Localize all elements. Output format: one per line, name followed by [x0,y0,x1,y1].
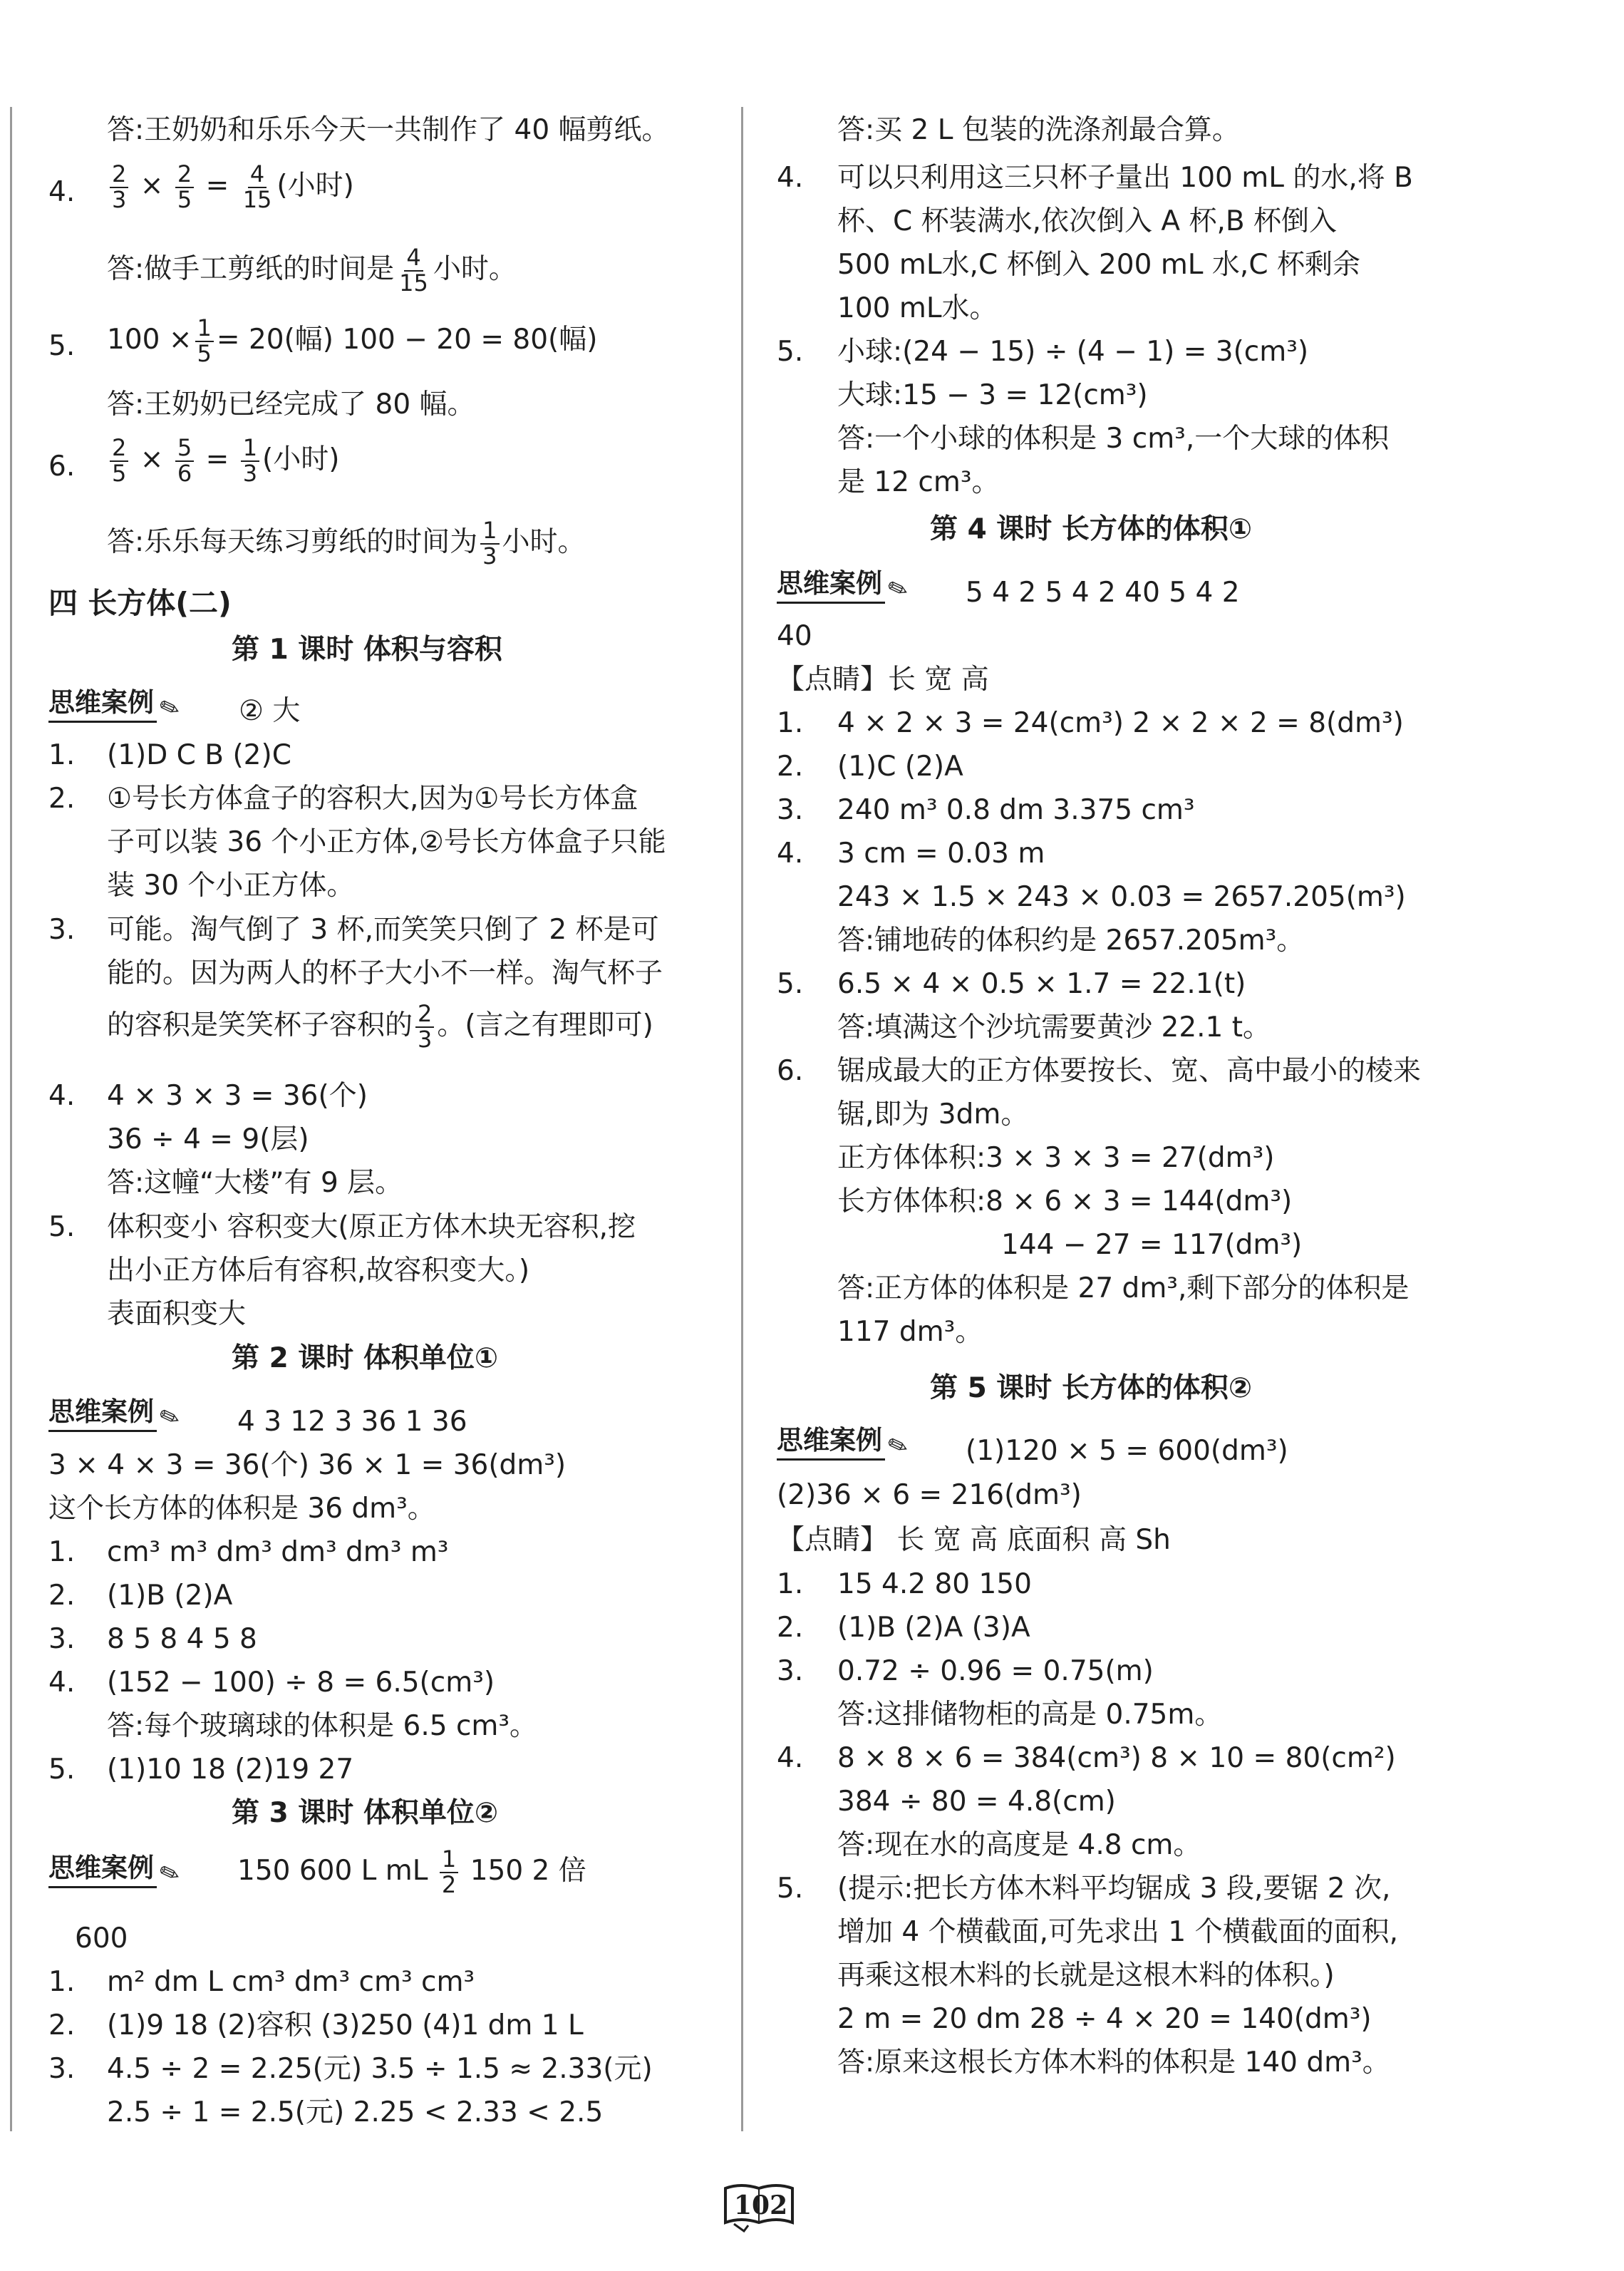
answer-line: (1)B (2)A (3)A [837,1612,1030,1644]
question-number: 4. [777,162,804,194]
case-answer: 600 [75,1922,128,1955]
thinking-case-badge: 思维案例 ✎ [777,562,909,604]
fraction: $\frac{1}{3}$ [241,436,259,485]
answer-line: (152 − 100) ÷ 8 = 6.5(cm³) [107,1667,495,1699]
page-number: 102 [734,2190,788,2220]
equation-line: 100 × $\frac{1}{5}$ = 20(幅) 100 − 20 = 80(幅) [107,314,598,367]
page-number-badge [720,2181,798,2233]
answer-line: 可以只利用这三只杯子量出 100 mL 的水,将 B [837,162,1413,194]
key-point: 【点睛】长 宽 高 [777,664,989,696]
answer-line: 表面积变大 [107,1298,247,1330]
question-number: 3. [48,914,76,946]
answer-line: 可能。淘气倒了 3 杯,而笑笑只倒了 2 杯是可 [107,914,659,946]
question-number: 3. [48,1623,76,1655]
fraction: $\frac{2}{3}$ [110,163,128,212]
answer-line: 答:王奶奶已经完成了 80 幅。 [107,388,475,421]
question-number: 2. [48,2009,76,2041]
pencil-book-icon: ✎ [155,1857,185,1891]
answer-line: 出小正方体后有容积,故容积变大。) [107,1255,530,1287]
answer-line: (1)D C B (2)C [107,739,291,771]
equation-line: $\frac{2}{5}$ × $\frac{5}{6}$ = $\frac{1}{3}$ (小时) [107,436,339,485]
answer-line: 117 dm³。 [837,1316,983,1348]
answer-line: 2 m = 20 dm 28 ÷ 4 × 20 = 140(dm³) [837,2003,1372,2035]
answer-line: 再乘这根木料的长就是这根木料的体积。) [837,1960,1335,1992]
question-number: 1. [777,1568,804,1600]
answer-line: 大球:15 − 3 = 12(cm³) [837,379,1148,411]
answer-line: 增加 4 个横截面,可先求出 1 个横截面的面积, [837,1916,1399,1948]
answer-line: 6.5 × 4 × 0.5 × 1.7 = 22.1(t) [837,968,1246,1000]
question-number: 3. [777,794,804,826]
answer-line: 答:原来这根长方体木料的体积是 140 dm³。 [837,2046,1390,2079]
thinking-case-badge: 思维案例 ✎ [48,1390,180,1432]
answer-line: 8 5 8 4 5 8 [107,1623,257,1655]
answer-line: 答:现在水的高度是 4.8 cm。 [837,1829,1201,1861]
question-number: 3. [777,1655,804,1687]
left-margin-rule [10,107,12,2131]
answer-line: 正方体体积:3 × 3 × 3 = 27(dm³) [837,1142,1275,1174]
question-number: 6. [777,1055,804,1087]
answer-line: 这个长方体的体积是 36 dm³。 [48,1493,435,1525]
question-number: 1. [48,1536,76,1568]
answer-line: 答:一个小球的体积是 3 cm³,一个大球的体积 [837,423,1390,455]
answer-line: m² dm L cm³ dm³ cm³ cm³ [107,1966,475,1998]
answer-line: 240 m³ 0.8 dm 3.375 cm³ [837,794,1195,826]
thinking-case-badge: 思维案例 ✎ [777,1418,909,1461]
case-answer: (1)120 × 5 = 600(dm³) [966,1435,1288,1467]
answer-line: 100 mL水。 [837,292,998,324]
answer-line: 装 30 个小正方体。 [107,870,355,902]
case-answer: 40 [777,620,812,652]
lesson-heading: 第 1 课时 体积与容积 [232,634,502,666]
key-point: 【点睛】 长 宽 高 底面积 高 Sh [777,1524,1171,1556]
answer-line: 杯、C 杯装满水,依次倒入 A 杯,B 杯倒入 [837,205,1338,237]
fraction: $\frac{5}{6}$ [175,436,194,485]
answer-line: 答:王奶奶和乐乐今天一共制作了 40 幅剪纸。 [107,114,670,146]
question-number: 2. [777,751,804,783]
question-number: 3. [48,2053,76,2085]
answer-line: 答:每个玻璃球的体积是 6.5 cm³。 [107,1710,538,1742]
question-number: 5. [48,330,76,362]
answer-line: (提示:把长方体木料平均锯成 3 段,要锯 2 次, [837,1873,1391,1905]
fraction: $\frac{2}{3}$ [415,1002,434,1051]
unit-title: 四 长方体(二) [48,586,232,620]
answer-line: 答:填满这个沙坑需要黄沙 22.1 t。 [837,1011,1271,1044]
answer-line: 4.5 ÷ 2 = 2.25(元) 3.5 ÷ 1.5 ≈ 2.33(元) [107,2053,653,2085]
question-number: 6. [48,450,76,483]
case-answer: (2)36 × 6 = 216(dm³) [777,1479,1082,1511]
fraction: $\frac{2}{5}$ [175,163,194,212]
lesson-heading: 第 5 课时 长方体的体积② [930,1372,1252,1404]
fraction: $\frac{1}{5}$ [195,316,214,366]
answer-line: 的容积是笑笑杯子容积的 $\frac{2}{3}$ 。(言之有理即可) [107,1000,653,1053]
answer-line: 答:正方体的体积是 27 dm³,剩下部分的体积是 [837,1272,1410,1304]
case-answer: 4 3 12 3 36 1 36 [237,1406,467,1438]
answer-line: 500 mL水,C 杯倒入 200 mL 水,C 杯剩余 [837,249,1360,281]
fraction: $\frac{4}{15}$ [399,244,428,297]
question-number: 5. [777,336,804,368]
answer-line: 2.5 ÷ 1 = 2.5(元) 2.25 < 2.33 < 2.5 [107,2096,604,2128]
question-number: 1. [777,707,804,739]
thinking-case-badge: 思维案例 ✎ [48,681,180,723]
question-number: 2. [48,1580,76,1612]
equation-line: $\frac{2}{3}$ × $\frac{2}{5}$ = $\frac{4}{15}$ (小时) [107,163,354,212]
answer-line: 4 × 3 × 3 = 36(个) [107,1080,368,1112]
pencil-book-icon: ✎ [155,1401,185,1435]
answer-line: 3 × 4 × 3 = 36(个) 36 × 1 = 36(dm³) [48,1449,567,1481]
answer-line: 能的。因为两人的杯子大小不一样。淘气杯子 [107,957,663,989]
question-number: 2. [777,1612,804,1644]
answer-line: 答:做手工剪纸的时间是 $\frac{4}{15}$ 小时。 [107,244,517,297]
answer-line: cm³ m³ dm³ dm³ dm³ m³ [107,1536,449,1568]
answer-line: 答:乐乐每天练习剪纸的时间为 $\frac{1}{3}$ 小时。 [107,517,586,570]
question-number: 1. [48,739,76,771]
answer-line: 8 × 8 × 6 = 384(cm³) 8 × 10 = 80(cm²) [837,1742,1396,1774]
answer-line: 36 ÷ 4 = 9(层) [107,1123,309,1155]
question-number: 5. [777,968,804,1000]
fraction: $\frac{4}{15}$ [242,160,272,213]
answer-line: 4 × 2 × 3 = 24(cm³) 2 × 2 × 2 = 8(dm³) [837,707,1404,739]
case-answer: 150 600 L mL $\frac{1}{2}$ 150 2 倍 [237,1845,586,1898]
fraction: $\frac{1}{2}$ [440,1848,458,1897]
pencil-book-icon: ✎ [155,691,185,726]
question-number: 4. [777,1742,804,1774]
case-answer: 5 4 2 5 4 2 40 5 4 2 [966,577,1240,609]
answer-line: 0.72 ÷ 0.96 = 0.75(m) [837,1655,1154,1687]
answer-line: ①号长方体盒子的容积大,因为①号长方体盒 [107,783,638,815]
answer-line: 243 × 1.5 × 243 × 0.03 = 2657.205(m³) [837,881,1406,913]
answer-line: (1)9 18 (2)容积 (3)250 (4)1 dm 1 L [107,2009,584,2041]
thinking-case-badge: 思维案例 ✎ [48,1846,180,1888]
answer-line: 答:这幢“大楼”有 9 层。 [107,1167,403,1199]
case-answer: ② 大 [239,695,301,727]
answer-line: 答:铺地砖的体积约是 2657.205m³。 [837,925,1305,957]
answer-line: (1)B (2)A [107,1580,233,1612]
question-number: 4. [48,1080,76,1112]
pencil-book-icon: ✎ [884,572,913,607]
lesson-heading: 第 3 课时 体积单位② [232,1797,498,1829]
answer-line: 答:这排储物柜的高是 0.75m。 [837,1699,1223,1731]
question-number: 5. [48,1211,76,1243]
question-number: 2. [48,783,76,815]
answer-line: 3 cm = 0.03 m [837,838,1045,870]
answer-line: 15 4.2 80 150 [837,1568,1032,1600]
answer-line: 体积变小 容积变大(原正方体木块无容积,挖 [107,1211,636,1243]
question-number: 4. [48,176,76,208]
column-divider [741,107,743,2131]
answer-line: 锯成最大的正方体要按长、宽、高中最小的棱来 [837,1055,1422,1087]
question-number: 1. [48,1966,76,1998]
answer-line: 小球:(24 − 15) ÷ (4 − 1) = 3(cm³) [837,336,1309,368]
pencil-book-icon: ✎ [884,1429,913,1463]
fraction: $\frac{2}{5}$ [110,436,128,485]
answer-line: 是 12 cm³。 [837,466,1000,498]
answer-line: (1)C (2)A [837,751,963,783]
fraction: $\frac{1}{3}$ [480,519,499,568]
question-number: 5. [48,1754,76,1786]
question-number: 4. [48,1667,76,1699]
answer-line: (1)10 18 (2)19 27 [107,1754,354,1786]
answer-line: 锯,即为 3dm。 [837,1098,1029,1131]
answer-line: 长方体体积:8 × 6 × 3 = 144(dm³) [837,1185,1293,1217]
question-number: 4. [777,838,804,870]
answer-line: 144 − 27 = 117(dm³) [1001,1229,1303,1261]
answer-line: 子可以装 36 个小正方体,②号长方体盒子只能 [107,826,666,858]
answer-line: 答:买 2 L 包装的洗涤剂最合算。 [837,114,1240,146]
answer-line: 384 ÷ 80 = 4.8(cm) [837,1786,1116,1818]
lesson-heading: 第 2 课时 体积单位① [232,1342,498,1374]
question-number: 5. [777,1873,804,1905]
lesson-heading: 第 4 课时 长方体的体积① [930,513,1252,545]
